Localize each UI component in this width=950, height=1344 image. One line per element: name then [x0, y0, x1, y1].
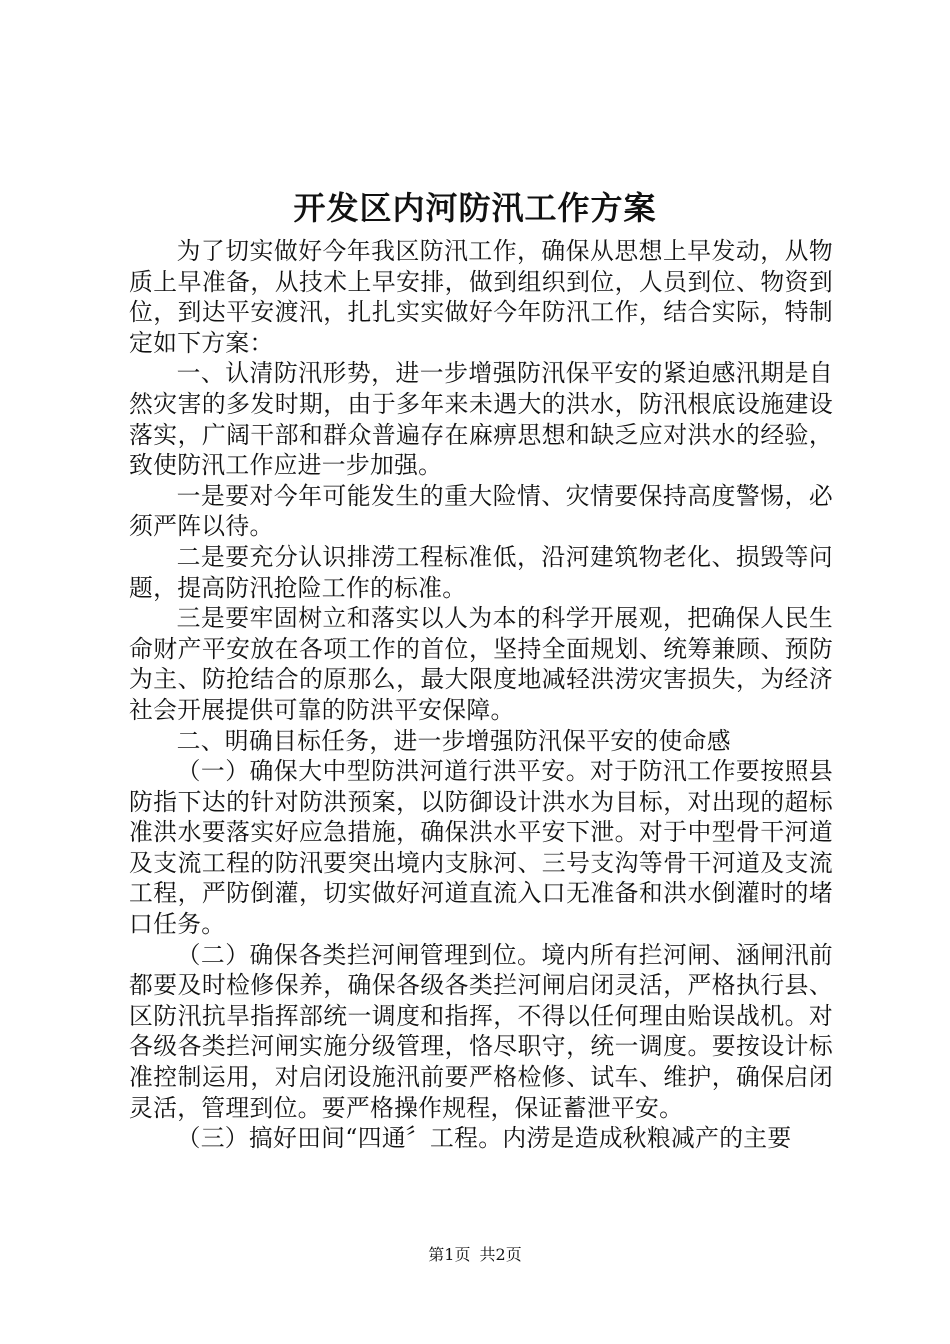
paragraph-item-2: （二）确保各类拦河闸管理到位。境内所有拦河闸、涵闸汛前都要及时检修保养，确保各级各类拦河闸启闭灵活，严格执行县、区防汛抗旱指挥部统一调度和指挥，不得以任何理由贻误战机。对各级各类拦河闸实施分级管理，恪尽职守，统一调度。要按设计标准控制运用，对启闭设施汛前要严格检修、试车、维护，确保启闭灵活，管理到位。要严格操作规程，保证蓄泄平安。: [129, 940, 833, 1122]
paragraph-item-3: （三）搞好田间“四通〞工程。内涝是造成秋粮减产的主要: [176, 1124, 792, 1153]
paragraph-point-2: 二是要充分认识排涝工程标准低，沿河建筑物老化、损毁等问题，提高防汛抢险工作的标准。: [129, 542, 833, 602]
page-number: 第1页: [428, 1245, 471, 1264]
paragraph-section-1: 一、认清防汛形势，进一步增强防汛保平安的紧迫感汛期是自然灾害的多发时期，由于多年来未遇大的洪水，防汛根底设施建设落实，广阔干部和群众普遍存在麻痹思想和缺乏应对洪水的经验，致使防汛工作应进一步加强。: [129, 359, 833, 480]
paragraph-item-1: （一）确保大中型防洪河道行洪平安。对于防汛工作要按照县防指下达的针对防洪预案，以防御设计洪水为目标，对出现的超标准洪水要落实好应急措施，确保洪水平安下泄。对于中型骨干河道及支流工程的防汛要突出境内支脉河、三号支沟等骨干河道及支流工程，严防倒灌，切实做好河道直流入口无准备和洪水倒灌时的堵口任务。: [129, 757, 833, 939]
paragraph-section-2: 二、明确目标任务，进一步增强防汛保平安的使命感: [176, 726, 731, 755]
paragraph-point-3: 三是要牢固树立和落实以人为本的科学开展观，把确保人民生命财产平安放在各项工作的首位，坚持全面规划、统筹兼顾、预防为主、防抢结合的原那么，最大限度地减轻洪涝灾害损失，为经济社会开展提供可靠的防洪平安保障。: [129, 604, 833, 724]
paragraph-intro: 为了切实做好今年我区防汛工作，确保从思想上早发动，从物质上早准备，从技术上早安排，做到组织到位，人员到位、物资到位，到达平安渡汛，扎扎实实做好今年防汛工作，结合实际，特制定如下方案：: [129, 237, 833, 357]
document-body: [129, 236, 833, 1154]
document-title: 开发区内河防汛工作方案: [293, 189, 657, 227]
page-total: 共2页: [479, 1245, 522, 1264]
paragraph-point-1: 一是要对今年可能发生的重大险情、灾情要保持高度警惕，必须严阵以待。: [129, 481, 833, 541]
page-footer: [0, 1244, 950, 1266]
